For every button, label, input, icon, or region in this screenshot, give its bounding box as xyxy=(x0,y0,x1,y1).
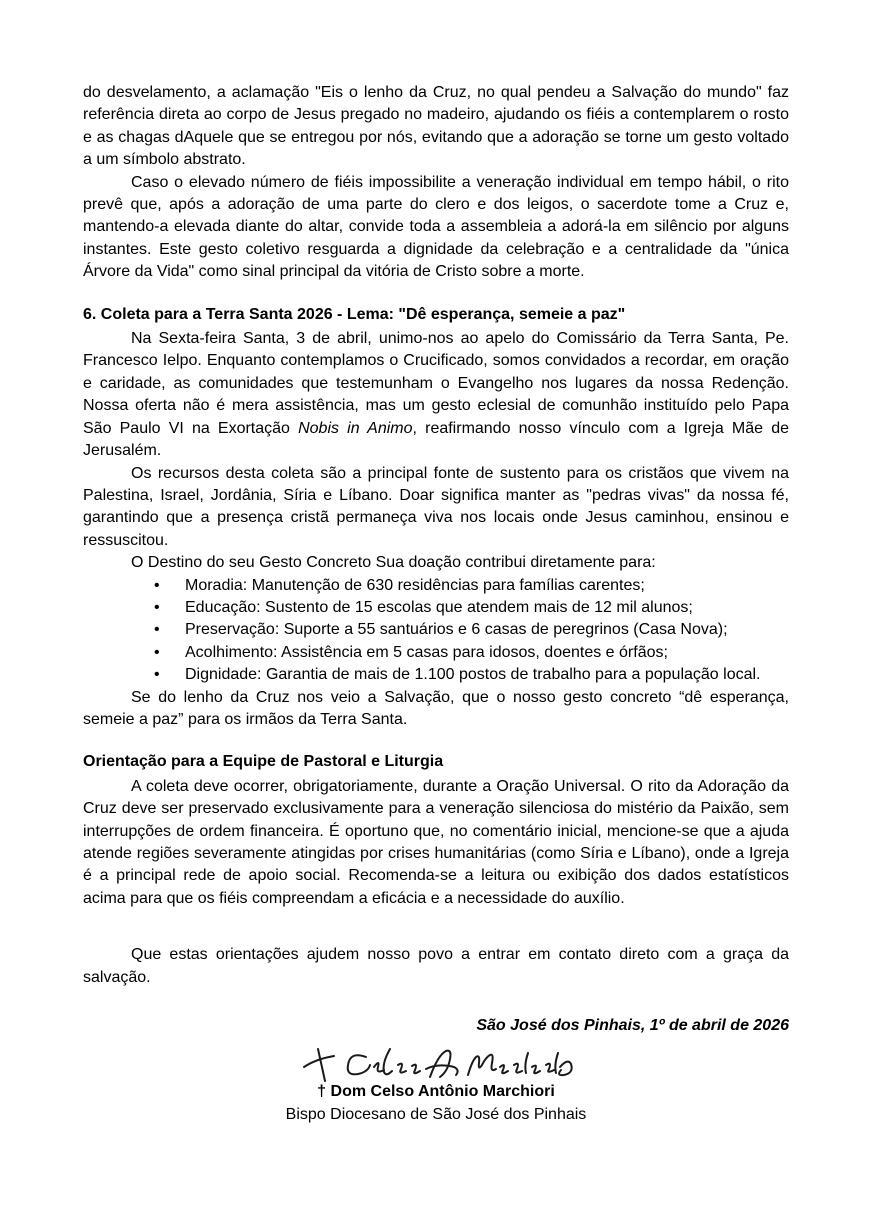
orientation-heading: Orientação para a Equipe de Pastoral e Liturgia xyxy=(83,753,444,771)
section-6-paragraph-2: Os recursos desta coleta são a principal fonte de sustento para os cristãos que vivem na Palestina, Israel, Jordânia, Síria e Líbano. Doar significa manter as "pedras vivas" da nossa fé, garantindo que a presença cristã permaneça viva nos locais onde Jesus caminhou, ensinou e ressuscitou. xyxy=(83,464,789,549)
list-item-moradia: • Moradia: Manutenção de 630 residências para famílias carentes; xyxy=(83,575,789,597)
intro-paragraph-1: do desvelamento, a aclamação "Eis o lenho da Cruz, no qual pendeu a Salvação do mundo" faz referência direta ao corpo de Jesus pregado no madeiro, ajudando os fiéis a contemplarem o rosto e as chagas dAquele que se entregou por nós, evitando que a adoração se torne um gesto voltado a um símbolo abstrato. xyxy=(83,84,789,169)
orientation-paragraph-1: A coleta deve ocorrer, obrigatoriamente, durante a Oração Universal. O rito da Adoração da Cruz deve ser preservado exclusivamente para a veneração silenciosa do mistério da Paixão, sem interrupções de ordem financeira. É oportuno que, no comentário inicial, mencione-se que a ajuda atende regiões severamente atingidas por crises humanitárias (como Síria e Líbano), onde a Igreja é a principal rede de apoio social. Recomenda-se a leitura ou exibição dos dados estatísticos acima para que os fiéis compreendam a eficácia e a necessidade do auxílio. xyxy=(83,777,789,907)
section-6-paragraph-1-text: Na Sexta-feira Santa, 3 de abril, unimo-nos ao apelo do Comissário da Terra Santa, Pe. Francesco Ielpo. Enquanto contemplamos o Crucificado, somos convidados a recordar, em oração e caridade, as comunidades que testemunham o Evangelho nos lugares da nossa Redenção. Nossa oferta não é mera assistência, mas um gesto eclesial de comunhão instituído pelo Papa São Paulo VI na Exortação xyxy=(83,330,789,437)
section-6-paragraph-3: O Destino do seu Gesto Concreto Sua doação contribui diretamente para: xyxy=(131,554,656,572)
section-6-paragraph-1-end: , reafirmando nosso vínculo com a Igreja Mãe de Jerusalém. xyxy=(83,419,789,460)
section-6-heading: 6. Coleta para a Terra Santa 2026 - Lema: "Dê esperança, semeie a paz" xyxy=(83,305,626,323)
section-6-paragraph-1 xyxy=(83,328,789,462)
list-item-acolhimento: • Acolhimento: Assistência em 5 casas para idosos, doentes e órfãos; xyxy=(83,642,789,664)
dateline: São José dos Pinhais, 1º de abril de 2026 xyxy=(476,1017,789,1035)
signatory-name: † Dom Celso Antônio Marchiori xyxy=(317,1083,555,1101)
section-6-paragraph-4: Se do lenho da Cruz nos veio a Salvação, que o nosso gesto concreto “dê esperança, semeie a paz” para os irmãos da Terra Santa. xyxy=(83,688,789,728)
list-item-preservacao: • Preservação: Suporte a 55 santuários e 6 casas de peregrinos (Casa Nova); xyxy=(83,619,789,641)
signature-block xyxy=(83,1043,789,1126)
document-content xyxy=(83,82,789,1126)
list-item-dignidade: • Dignidade: Garantia de mais de 1.100 postos de trabalho para a população local. xyxy=(83,664,789,686)
list-item-educacao: • Educação: Sustento de 15 escolas que atendem mais de 12 mil alunos; xyxy=(83,597,789,619)
donation-destination-list xyxy=(83,575,789,687)
closing-paragraph: Que estas orientações ajudem nosso povo a entrar em contato direto com a graça da salvação. xyxy=(83,946,789,986)
signatory-title: Bispo Diocesano de São José dos Pinhais xyxy=(285,1105,587,1123)
exhortation-title: Nobis in Animo xyxy=(298,419,413,437)
intro-paragraph-2: Caso o elevado número de fiéis impossibilite a veneração individual em tempo hábil, o rito prevê que, após a adoração de uma parte do clero e dos leigos, o sacerdote tome a Cruz e, mantendo-a elevada diante do altar, convide toda a assembleia a adorá-la em silêncio por alguns instantes. Este gesto coletivo resguarda a dignidade da celebração e a centralidade da "única Árvore da Vida" como sinal principal da vitória de Cristo sobre a morte. xyxy=(83,173,789,281)
